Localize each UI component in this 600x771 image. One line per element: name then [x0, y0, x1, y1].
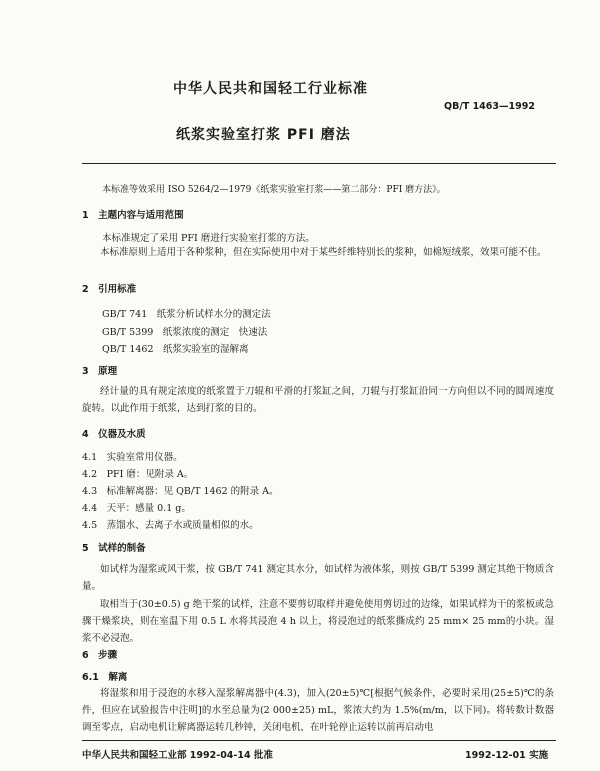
section-1-p1: 本标准规定了采用 PFI 磨进行实验室打浆的方法。 — [102, 233, 315, 244]
reference-item: GB/T 5399 纸浆浓度的测定 快速法 — [102, 327, 268, 338]
section-1-p2: 本标准原则上适用于各种浆种，但在实际使用中对于某些纤维特别长的浆种，如棉短绒浆，效果可能不佳。 — [100, 247, 547, 258]
instrument-item: 4.4 天平：感量 0.1 g。 — [82, 503, 191, 514]
standard-org: 中华人民共和国轻工行业标准 — [173, 81, 368, 97]
standard-code: QB/T 1463—1992 — [444, 101, 535, 112]
instrument-item: 4.2 PFI 磨：见附录 A。 — [82, 469, 194, 480]
section-2-heading: 2 引用标准 — [82, 284, 137, 295]
section-5-p1: 如试样为湿浆或风干浆，按 GB/T 741 测定其水分，如试样为液体浆，则按 GB/T 5399 测定其绝干物质含量。 — [82, 564, 554, 592]
section-6-p1: 将湿浆和用于浸泡的水移入湿浆解离器中(4.3)，加入(20±5)℃[根据气候条件，必要时采用(25±5)℃的条件，但应在试验报告中注明]的水至总量为(2 000±25) mL，浆浓大约为 1.5%(m/m，以下同)。将转数计数器调至零点，启动电机让解离器运转几秒钟，关闭电机，在叶轮停止运转以前再启动电 — [82, 688, 554, 733]
section-3-p1: 经计量的具有规定浓度的纸浆置于刀辊和平滑的打浆缸之间，刀辊与打浆缸沿同一方向但以不同的圆周速度旋转。以此作用于纸浆，达到打浆的目的。 — [82, 386, 554, 414]
approval-date: 中华人民共和国轻工业部 1992-04-14 批准 — [82, 750, 273, 761]
reference-item: QB/T 1462 纸浆实验室的湿解离 — [102, 344, 249, 355]
implementation-date: 1992-12-01 实施 — [465, 750, 549, 761]
intro-paragraph: 本标准等效采用 ISO 5264/2—1979《纸浆实验室打浆——第二部分：PFI 磨方法》。 — [102, 185, 446, 195]
instrument-item: 4.1 实验室常用仪器。 — [82, 452, 183, 463]
section-1-heading: 1 主题内容与适用范围 — [82, 210, 184, 221]
section-4-heading: 4 仪器及水质 — [82, 429, 146, 440]
subsection-6-1-heading: 6.1 解离 — [82, 672, 128, 683]
instrument-item: 4.5 蒸馏水、去离子水或质量相似的水。 — [82, 520, 259, 531]
section-6-heading: 6 步骤 — [82, 650, 118, 661]
document-title: 纸浆实验室打浆 PFI 磨法 — [176, 127, 351, 143]
reference-item: GB/T 741 纸浆分析试样水分的测定法 — [102, 309, 271, 320]
section-3-heading: 3 原理 — [82, 366, 118, 377]
section-5-heading: 5 试样的制备 — [82, 543, 146, 554]
instrument-item: 4.3 标准解离器：见 QB/T 1462 的附录 A。 — [82, 486, 279, 497]
header-divider — [82, 163, 556, 164]
footer-divider — [82, 740, 556, 741]
section-5-p2: 取相当于(30±0.5) g 绝干浆的试样，注意不要剪切取样并避免使用剪切过的边缘，如果试样为干的浆板或急骤干燥浆块，则在室温下用 0.5 L 水将其浸泡 4 h 以上，将浸泡过的纸浆撕成约 25 mm× 25 mm的小块。湿浆不必浸泡。 — [82, 599, 554, 644]
